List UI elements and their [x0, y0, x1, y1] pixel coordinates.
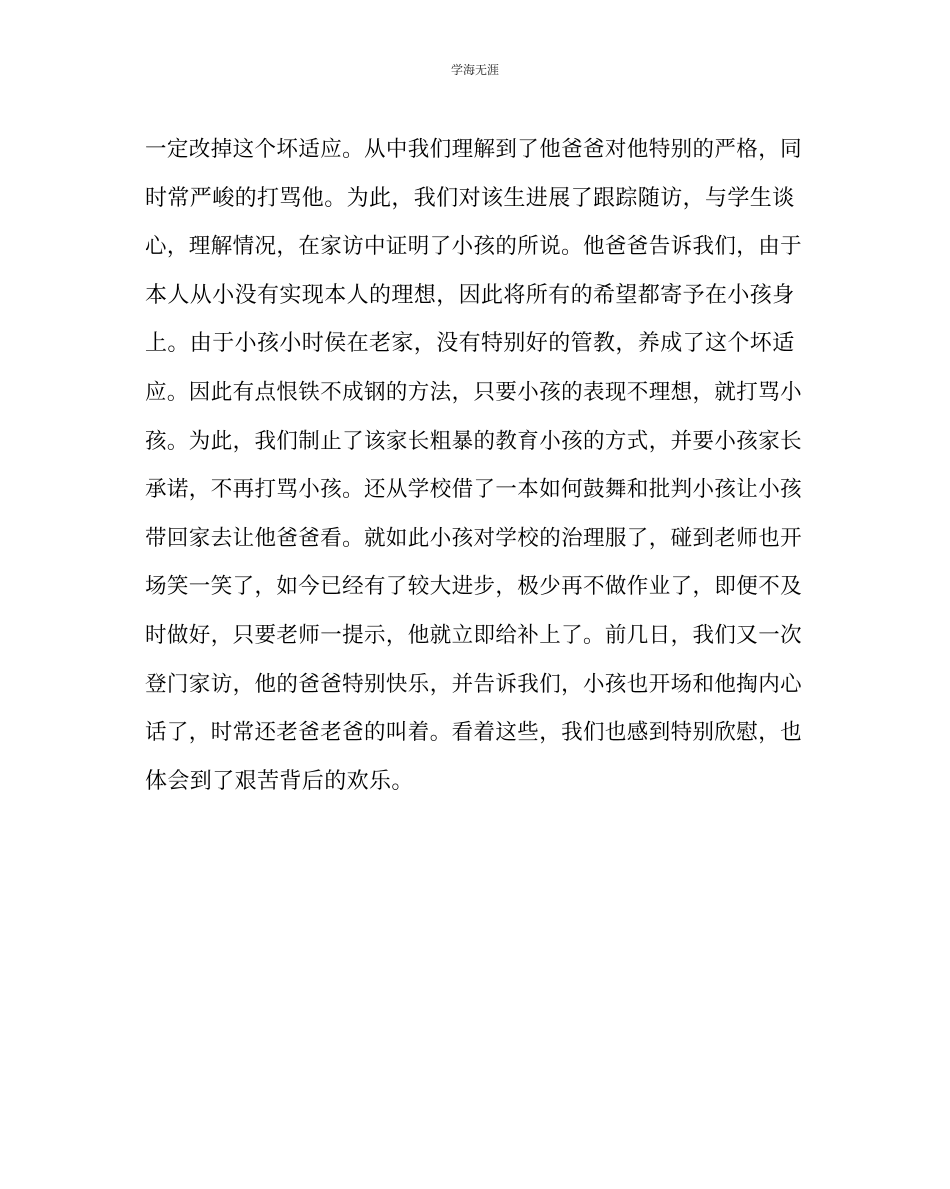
body-text [145, 126, 805, 806]
text-line-8: 承诺，不再打骂小孩。还从学校借了一本如何鼓舞和批判小孩让小孩 [145, 477, 803, 503]
page-header: 学海无涯 [450, 63, 499, 77]
text-line-4: 本人从小没有实现本人的理想，因此将所有的希望都寄予在小孩身 [145, 282, 795, 308]
text-line-1: 一定改掉这个坏适应。从中我们理解到了他爸爸对他特别的严格，同 [145, 137, 803, 162]
text-line-7: 孩。为此，我们制止了该家长粗暴的教育小孩的方式，并要小孩家长 [145, 428, 803, 454]
text-line-13: 话了，时常还老爸老爸的叫着。看着这些，我们也感到特别欣慰，也 [145, 720, 803, 746]
text-line-2: 时常严峻的打骂他。为此，我们对该生进展了跟踪随访，与学生谈 [145, 185, 795, 211]
text-line-9: 带回家去让他爸爸看。就如此小孩对学校的治理服了，碰到老师也开 [145, 525, 803, 551]
text-line-3: 心，理解情况，在家访中证明了小孩的所说。他爸爸告诉我们，由于 [145, 234, 803, 260]
text-line-5: 上。由于小孩小时侯在老家，没有特别好的管教，养成了这个坏适 [145, 331, 795, 357]
text-line-11: 时做好，只要老师一提示，他就立即给补上了。前几日，我们又一次 [145, 622, 803, 648]
text-line-10: 场笑一笑了，如今已经有了较大进步，极少再不做作业了，即便不及 [145, 574, 803, 600]
text-line-12: 登门家访，他的爸爸特别快乐，并告诉我们，小孩也开场和他掏内心 [145, 671, 803, 697]
text-line-6: 应。因此有点恨铁不成钢的方法，只要小孩的表现不理想，就打骂小 [145, 379, 803, 405]
text-line-14: 体会到了艰苦背后的欢乐。 [145, 768, 414, 794]
